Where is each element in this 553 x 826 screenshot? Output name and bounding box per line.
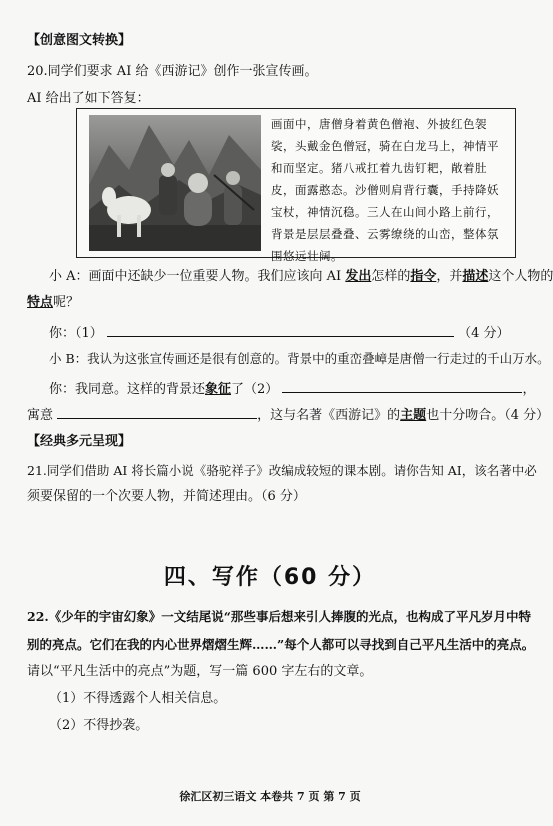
answer-1-row: 你：（1） （4 分）	[49, 322, 509, 343]
writing-section-title: 四、写作（60 分）	[163, 565, 377, 590]
xiao-a-question-cont: 特点呢？	[27, 295, 80, 310]
xiao-b-statement: 小 B：我认为这张宣传画还是很有创意的。背景中的重峦叠嶂是唐僧一行走过的千山万水。	[49, 351, 550, 366]
answer-2-blank[interactable]	[282, 378, 522, 393]
answer-3-row: 寓意 ，这与名著《西游记》的主题也十分吻合。（4 分）	[27, 404, 549, 425]
requirement-2: （2）不得抄袭。	[49, 718, 149, 733]
question-22-line2: 别的亮点。它们在我的内心世界熠熠生辉……”每个人都可以寻找到自己平凡生活中的亮点。	[27, 637, 535, 652]
ai-reply-box	[76, 108, 516, 263]
journey-to-west-illustration	[89, 115, 261, 251]
xiao-a-question: 小 A：画面中还缺少一位重要人物。我们应该向 AI 发出怎样的指令，并描述这个人物的	[49, 269, 553, 284]
question-21-line1: 21.同学们借助 AI 将长篇小说《骆驼祥子》改编成较短的课本剧。请你告知 AI，该名著中必	[27, 463, 537, 478]
answer-2-row: 你：我同意。这样的背景还象征了（2） ，	[49, 378, 535, 399]
section-header-classic: 【经典多元呈现】	[27, 434, 132, 449]
question-22-line3: 请以“平凡生活中的亮点”为题，写一篇 600 字左右的文章。	[27, 664, 373, 679]
illustration-description: 画面中，唐僧身着黄色僧袍、外披红色袈裟，头戴金色僧冠，骑在白龙马上，神情平和而坚定。猪八戒扛着九齿钉耙，敞着肚皮，面露憨态。沙僧则肩背行囊，手持降妖宝杖，神情沉稳。三人在山间小路上前行，背景是层层叠叠、云雾缭绕的山峦，整体氛围悠远壮阔。	[271, 117, 499, 263]
section-header-creative: 【创意图文转换】	[27, 33, 132, 48]
question-20-stem: 20.同学们要求 AI 给《西游记》创作一张宣传画。	[27, 64, 318, 79]
answer-1-blank[interactable]	[107, 322, 454, 337]
question-21-line2: 须要保留的一个次要人物，并简述理由。（6 分）	[27, 489, 306, 504]
page-footer: 徐汇区初三语文 本卷共 7 页 第 7 页	[179, 790, 361, 803]
question-22-line1: 22.《少年的宇宙幻象》一文结尾说“那些事后想来引人捧腹的光点，也构成了平凡岁月中特	[27, 609, 531, 624]
ai-reply-intro: AI 给出了如下答复：	[27, 91, 150, 106]
requirement-1: （1）不得透露个人相关信息。	[49, 691, 227, 706]
answer-3-blank[interactable]	[57, 404, 257, 419]
